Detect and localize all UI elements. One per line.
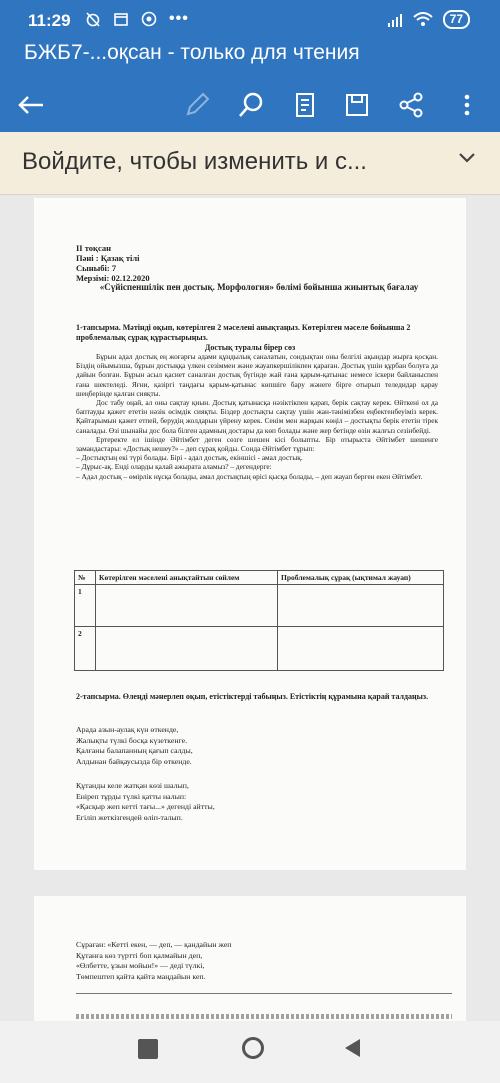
reading-mode-icon[interactable] [290, 90, 320, 120]
task-2-instructions: 2-тапсырма. Өлеңді мәнерлеп оқып, етістіктерді табыңыз. Етістіктің құрамына қарай талдаңыз. [76, 692, 429, 701]
poem-line: Алдынан байқаусызда бір өткенде. [76, 756, 192, 766]
meta-date: Мерзімі: 02.12.2020 [76, 273, 150, 283]
document-page-1 [34, 198, 466, 870]
poem-line: Төмпештеп қайта қайта маңдайын кеп. [76, 971, 206, 981]
poem-line: «Өлбетте, ұзын мойын!» — деді түлкі, [76, 961, 205, 970]
status-time: 11:29 [28, 11, 71, 30]
calendar-icon [113, 11, 129, 27]
task-1-instructions: 1-тапсырма. Мәтінді оқып, көтерілген 2 мәселені анықтаңыз. Көтерілген мәселе бойынша 2 проблемалық сұрақ құрастырыңыз. [76, 323, 411, 342]
poem-line: Еніреп тұрды түлкі қатты налып: [76, 791, 187, 801]
table-cell [278, 627, 444, 671]
home-icon[interactable] [242, 1037, 264, 1059]
signal-icon [387, 13, 403, 27]
status-bar [0, 0, 500, 38]
poem-line: Егіліп жеткізгендей өліп-талып. [76, 812, 183, 822]
poem-line: Жалықты түлкі босқа күзеткенге. [76, 735, 188, 745]
search-icon[interactable] [236, 90, 266, 120]
meta-grade: Сыныбі: 7 [76, 263, 117, 273]
poem-line: Сұраған: «Кетті екен, — деп, — қандайын жеп [76, 940, 232, 949]
poem-stanza-2 [76, 781, 215, 823]
table-header-row [75, 571, 444, 585]
table-cell [96, 585, 278, 627]
chrome-icon [141, 11, 157, 27]
table-cell: 2 [75, 627, 96, 671]
table-cell [96, 627, 278, 671]
paragraph: – Достықтың екі түрі болады. Бірі - адал достық, екіншісі - амал достық. [76, 453, 303, 463]
document-title: БЖБ7-...оқсан - только для чтения [24, 41, 360, 64]
poem-line: Құтанға көз түртті боп қалмайын деп, [76, 950, 203, 960]
table-row [75, 627, 444, 671]
horizontal-rule [76, 993, 452, 994]
poem-line: Қалғаны балапанның қағып салды, [76, 746, 193, 755]
poem-line: «Қасқыр жеп кетті тағы...» дегенді айтты, [76, 802, 215, 811]
sign-in-banner[interactable] [0, 132, 500, 195]
chevron-down-icon[interactable] [458, 152, 476, 164]
status-left-icons [85, 10, 189, 28]
document-meta [76, 243, 150, 283]
paragraph: – Дұрыс-ақ. Енді оларды қалай ажырата аламыз? – дегендерге: [76, 462, 272, 472]
back-arrow-icon[interactable] [16, 90, 46, 120]
table-row [75, 585, 444, 627]
meta-quarter: ІІ тоқсан [76, 243, 111, 253]
table-cell [278, 585, 444, 627]
title-bar [0, 38, 500, 80]
cut-off-text-line [76, 1014, 452, 1019]
poem-stanza-1 [76, 725, 193, 767]
more-vert-icon[interactable] [452, 90, 482, 120]
more-dots-icon: ••• [169, 10, 189, 27]
share-icon[interactable] [396, 90, 426, 120]
back-icon[interactable] [342, 1037, 364, 1059]
paragraph: – Адал достық – өмірлік нұсқа болады, амал достықтың өрісі қысқа болады, – деп жауап берген екен Әйтімбет. [76, 471, 423, 481]
task-table [74, 570, 444, 671]
save-icon[interactable] [342, 90, 372, 120]
poem-line: Арада азын-аулақ күн өткенде, [76, 725, 179, 734]
paragraph: Бұрын адал достық ең жоғарғы адами құндылық саналатын, сондықтан оны белгілі ақындар жырға қосқан. Біздің ойымызша, бұрын достыққа үлкен сезіммен және жауапкершілікпен қараған. Достық үшін құрбан болуға да дайын болған. Бұрын асыл қасиет саналған достық бүгінде жай ғана қарым-қатынас немесе іскери байланыспен ғана шектеледі. Яғни, қазіргі таңдағы қарым-қатынас көпшіге бару жәнеге бірге отырып теледидар қарау шеңберінде қалған сияқты. [76, 352, 438, 398]
text-subheading: Достық туралы бірер сөз [204, 343, 296, 352]
meta-subject: Пәні : Қазақ тілі [76, 253, 140, 263]
table-header: Проблемалық сұрақ (ықтимал жауап) [278, 571, 444, 585]
table-cell: 1 [75, 585, 96, 627]
toolbar [0, 80, 500, 132]
wifi-icon [413, 12, 433, 27]
poem-line: Құтанды келе жатқан көзі шалып, [76, 781, 189, 790]
alarm-off-icon [85, 11, 101, 27]
status-right-icons [387, 10, 470, 29]
battery-icon: 77 [443, 10, 470, 29]
document-heading: «Сүйіспеншілік пен достық. Морфология» бөлімі бойынша жиынтық бағалау [99, 282, 419, 292]
banner-text: Войдите, чтобы изменить и с... [22, 148, 367, 175]
document-page-2 [34, 896, 466, 1021]
paragraph: Дос табу оңай, ал оны сақтау қиын. Достық қатынасқа нәзіктікпен қарап, берік сақтау керек. Өйткені ол да баптауды қажет ететін нәзік өсімдік сияқты. Біздер достықты сақтау үшін жан-тәнімізбен еңбектенбеуіміз керек. Қайтарымын қажет етпей, берудің жолдарын үйрену керек. Сенім мен жарқын көңіл – достықты берік ететін тірек саналады. Өзі шынайы дос бола білген адамның достары да көп болады және жер бетінде өзін жалғыз сезінбейді. [76, 398, 438, 435]
table-header: Көтерілген мәселені анықтайтын сөйлем [96, 571, 278, 585]
system-nav-bar [0, 1021, 500, 1083]
reading-text [76, 352, 438, 481]
table-header: № [75, 571, 96, 585]
paragraph: Ертеректе ел ішінде Әйтімбет деген сөзге шешен кісі болыпты. Бір отырыста Әйтімбет шешенге замандастары: «Достық нешеу?» – деп сұрақ қойды. Сонда Әйтімбет тұрып: [76, 434, 438, 454]
edit-pencil-icon[interactable] [182, 90, 212, 120]
poem-stanza-3 [76, 940, 231, 982]
recent-apps-icon[interactable] [138, 1039, 158, 1059]
